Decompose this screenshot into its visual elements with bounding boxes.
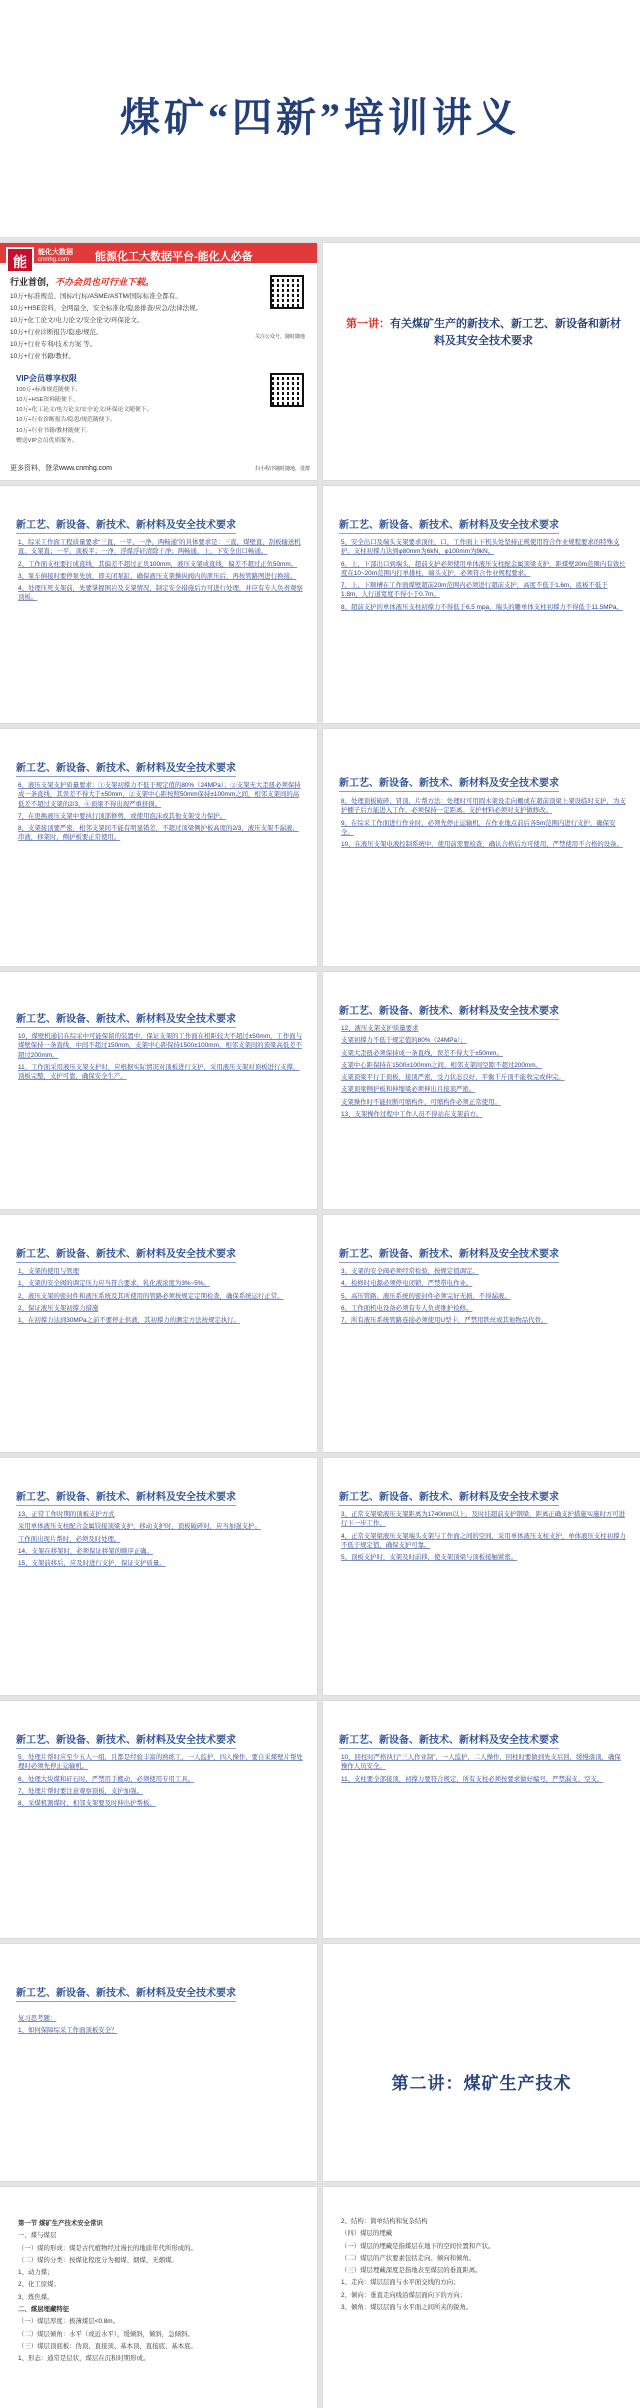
paragraph: 8、处理顶板破碎、冒顶、片帮方法：处理时可用圆木架设走向棚或在超前顶梁上架设临时支护，为支护棚子后方能进入工作，必须保持一定距离。支护材料必须对支护做修改。 — [341, 798, 626, 815]
ad-feature-list — [10, 291, 265, 363]
paragraph: 7、上、下顺槽在工作面煤壁超前20m范围内必须进行超前支护，高度不低于1.6m，底板不低于1.8m，人行道宽度不得小于0.7m。 — [341, 582, 608, 599]
paragraph: 第一节 煤矿生产技术安全常识 — [18, 2220, 103, 2227]
content-slide — [0, 1458, 317, 1695]
paragraph: 2、化工原煤； — [18, 2281, 60, 2289]
vip-list — [16, 385, 246, 446]
paragraph: 2、倾向：垂直走向线沿煤层面向下的方向； — [341, 2291, 466, 2299]
qr-caption: 扫小程序随时随地，进群 — [255, 466, 311, 472]
slide-body — [18, 781, 303, 846]
main-title: 煤矿“四新”培训讲义 — [120, 95, 520, 140]
list-item: 10万+化工论文/电力论文/安全论文/环保论文随便下。 — [16, 407, 153, 414]
lecture2-slide — [323, 1944, 640, 2181]
slide-body — [18, 1267, 303, 1328]
list-item: 赠送VIP会员优质服务。 — [16, 437, 78, 444]
list-item: 10万+标准规范、国标/行标/ASME/ASTM/国际标准全都有。 — [10, 293, 182, 300]
slide-heading: 新工艺、新设备、新技术、新材料及安全技术要求 — [339, 1002, 559, 1020]
slide-heading: 新工艺、新设备、新技术、新材料及安全技术要求 — [339, 1245, 559, 1263]
paragraph: 10、回柱时严格执行“三人作业制”，一人监护，二人操作，回柱时要做到先支后回，缓慢落顶，确保操作人员安全。 — [341, 1754, 621, 1771]
paragraph: 1、动力煤； — [18, 2269, 54, 2277]
content-slide — [0, 1215, 317, 1452]
paragraph: 支架操作时不能拉断可缩构件，可缩构件必须正常使用。 — [341, 1098, 501, 1106]
lecture1-slide — [323, 243, 640, 480]
content-slide — [0, 1944, 317, 2181]
paragraph: 二、煤层埋藏特征 — [18, 2305, 70, 2313]
paragraph: 一、煤与煤层 — [18, 2232, 57, 2240]
paragraph: （一）煤的形成：煤是古代植物经过漫长的地质年代所形成的。 — [18, 2244, 197, 2252]
paragraph: 支架大歪扭必须保持成一条直线，误差不得大于±50mm。 — [341, 1049, 503, 1057]
slide-body — [18, 2014, 303, 2039]
paragraph: （三）煤层埋藏深度是指地表至煤层的垂直距离。 — [341, 2267, 482, 2275]
slide-body — [18, 1753, 303, 1811]
paragraph: 3、炼焦煤。 — [18, 2293, 54, 2301]
lecture2-title: 第二讲：煤矿生产技术 — [391, 2074, 572, 2093]
paragraph: 13、正常工作时期的顶板支护方式 — [18, 1511, 115, 1518]
paragraph: 4、检修时电源必须停电闭锁，严禁带电作业。 — [341, 1280, 473, 1288]
paragraph: 4、处理压死支架前，先要掌握围岩及支架情况，制定安全措施后方可进行处理，并应有专人负责观察顶板。 — [18, 585, 303, 602]
paragraph: 1、支架的使用与管理 — [18, 1268, 80, 1275]
list-item: 10万+HSE资料，全网最全，安全标准化/隐患排查/应急/法律法规。 — [10, 305, 203, 313]
content-slide — [323, 1458, 640, 1695]
slide-body — [18, 1032, 303, 1084]
content-slide — [0, 1701, 317, 1938]
content-slide — [0, 486, 317, 723]
paragraph: （一）煤层的埋藏是指煤层在地下的空间位置和产状。 — [341, 2242, 495, 2250]
title-slide — [0, 0, 640, 237]
paragraph: 12、液压支架支护质量要求 — [341, 1025, 419, 1032]
slide-heading: 新工艺、新设备、新技术、新材料及安全技术要求 — [339, 516, 559, 534]
slide-heading: 新工艺、新设备、新技术、新材料及安全技术要求 — [16, 516, 236, 534]
paragraph: 2、工作面支柱要打成直线，其偏差不超过正负100mm，液压支架成直线，偏差不超过正负50mm。 — [18, 560, 298, 568]
paragraph: 6、工作面机电设备必须有专人负责维护检修。 — [341, 1304, 473, 1312]
paragraph: 5、处理片帮时应至少五人一组，且都是经验丰富的熟练工，一人监护，四人操作，要自采煤壁片帮处理时必须先停止运输机。 — [18, 1754, 303, 1771]
slide-body — [341, 1753, 626, 1787]
paragraph: 1、支架的安全阀的调定压力应当符合要求，乳化液浓度为3%~5%。 — [18, 1280, 210, 1288]
paragraph: 3、正常支架梁液压支架距离为1740mm以上，及时挂超前支护钢梁，距离正确支护措施实施时方可进行下一步工作。 — [341, 1511, 626, 1528]
paragraph: （一）煤层厚度：极薄煤层<0.8m。 — [18, 2318, 120, 2326]
ad-more-link[interactable]: 更多资料，登录www.cnmhg.com — [10, 465, 112, 472]
paragraph: （二）煤层倾角：水平（或近水平），缓倾斜，倾斜，急倾斜。 — [18, 2330, 194, 2338]
paragraph: 7、所有液压系统管路连接必须使用U型卡，严禁用铁丝或其他物品代替。 — [341, 1317, 548, 1325]
paragraph: 6、液压支架支护质量要求：①支架初撑力不低于规定值的80%（24MPa）；②支架无大歪扭必须保持成一条直线，其误差不得大于±50mm，②支架中心距按照50mm保持±100mm之间，相邻支架间的高低差不超过支架的2/3，④顶梁不得出现严重挤损。 — [18, 782, 301, 808]
paragraph: 3、支架的安全阀必须经常检验，按规定值调定。 — [341, 1268, 479, 1275]
slide-body — [341, 538, 626, 615]
list-item: 10万+行业书籍/教材。 — [10, 353, 75, 361]
vip-title: VIP会员尊享权限 — [16, 374, 77, 383]
paragraph: 6、上、下部出口到端头，超前支护必须使用单体液压支柱配金属顶梁支护，距煤壁20m范围内有效长度在10~20m范围内打单排柱，端头支护，必须符合作业规程要求。 — [341, 560, 626, 577]
paragraph: 11、支柱要全部接顶，初撑力要符合规定，所有支柱必须按要求做好编号，严禁漏支、空支。 — [341, 1775, 604, 1783]
paragraph: 14、支架在移架时，必须保证移架的顺序正确。 — [18, 1547, 153, 1555]
paragraph: 5、顶板支护时，支架及时前移，使支架顶梁与顶板接触紧密。 — [341, 1554, 518, 1562]
slide-body — [18, 1510, 303, 1571]
paragraph: 15、支架前移后，应及时进行支护，保证支护质量。 — [18, 1560, 166, 1568]
list-item: 10万+HSE资料随便下。 — [16, 397, 79, 404]
content-slide — [0, 2187, 317, 2408]
paragraph: 1、在初撑力达到30MPa之前不要停止供液，其初撑力的测定方法按规定执行。 — [18, 1317, 240, 1325]
ad-slide — [0, 243, 317, 480]
slide-heading: 新工艺、新设备、新技术、新材料及安全技术要求 — [16, 1488, 236, 1506]
slide-body — [18, 2217, 303, 2366]
slide-heading: 新工艺、新设备、新技术、新材料及安全技术要求 — [16, 1010, 236, 1028]
slide-body — [341, 1510, 626, 1565]
slide-body — [341, 1024, 626, 1122]
paragraph: 7、处理片帮时要注意观察顶板，支护加强。 — [18, 1787, 143, 1795]
content-slide — [323, 2187, 640, 2408]
paragraph: 2、保证液压支架初撑力措施 — [18, 1304, 99, 1312]
paragraph: （二）煤层的产状要素包括走向、倾向和倾角。 — [341, 2254, 476, 2262]
paragraph: 9、在综采工作面进行作业时，必须先停止运输机，在作业地点前后各5m范围内进行支护，确保安全。 — [341, 819, 616, 836]
paragraph: 支架顶梁平行于顶板，接顶严密，受力状态良好，平衡千斤顶不能收完或伸完。 — [341, 1074, 565, 1082]
paragraph: （三）煤层顶底板：伪顶、直接顶、基本顶、直接底、基本底。 — [18, 2342, 197, 2350]
list-item: 10万+行业诊断报告/隐患/规范随便下。 — [16, 417, 117, 424]
list-item: 10万+化工论文/电力论文/安全论文/环保论文。 — [10, 317, 144, 325]
slide-body — [341, 1267, 626, 1328]
content-slide — [323, 972, 640, 1209]
brand-domain: cnmhg.com — [38, 257, 70, 263]
qr-caption: 关注公众号，随时随地 — [255, 334, 306, 340]
paragraph: 1、如何保障综采工作面顶板安全？ — [18, 2027, 118, 2035]
paragraph: （二）煤的分类：按煤化程度分为褐煤、烟煤、无烟煤。 — [18, 2256, 178, 2264]
slide-heading: 新工艺、新设备、新技术、新材料及安全技术要求 — [16, 759, 236, 777]
brand-name: 能化大数据 — [38, 249, 73, 256]
paragraph: 支架顶梁侧护板和伸缩梁必须伸出且接顶严密。 — [341, 1086, 476, 1094]
paragraph: 1、综采工作面工程质量要求“三直、一平、一净、两畅通”的具体要求是：三直，煤壁直、刮板输送机直、支架直；一平，顶板平；一净，浮煤浮矸清除干净；两畅通，上、下安全出口畅通。 — [18, 539, 301, 556]
content-slide — [0, 972, 317, 1209]
list-item: 10万+行业诊断报告/隐患/规范。 — [10, 329, 103, 337]
paragraph: （四）煤层的埋藏 — [341, 2230, 393, 2238]
slide-body — [341, 2217, 626, 2315]
slide-heading: 新工艺、新设备、新技术、新材料及安全技术要求 — [16, 1984, 236, 2002]
brand-logo: 能 — [6, 247, 34, 273]
paragraph: 10、在液压支架电液控制系统中，使用前需要检查，确认合格后方可使用，严禁使用不合格的设备。 — [341, 841, 623, 849]
paragraph: 11、工作面采用液压支架支护时，应根据实际情况对顶板进行支护，采用液压支架对顶板进行支撑，顶板完整，支护可靠，确保安全生产。 — [18, 1063, 300, 1081]
paragraph: 3、倾角：煤层层面与水平面之间所夹的锐角。 — [341, 2303, 473, 2311]
slide-heading: 新工艺、新设备、新技术、新材料及安全技术要求 — [339, 1731, 559, 1749]
paragraph: 8、支架接顶要严密，相邻支架间不能有明显错差，不超过顶梁侧护板高度的2/3，液压支架不漏液、串液，移架时，侧护板要正常使用。 — [18, 825, 299, 842]
content-slide — [323, 486, 640, 723]
paragraph: 8、超前支护的单体液压支柱初撑力不得低于6.5 mpa，端头的雕单体支柱初撑力不得低于11.5MPa。 — [341, 603, 623, 611]
paragraph: 工作面出现片帮时，必须及时处理。 — [18, 1535, 121, 1543]
slide-body — [341, 797, 626, 852]
paragraph: 复习思考题： — [18, 2015, 57, 2022]
paragraph: 1、形态：通常是层状，煤层在沉积时期形成。 — [18, 2355, 150, 2363]
content-slide — [323, 1215, 640, 1452]
paragraph: 10、煤壁机通信在综采中可能保留的装置中，保证支架的工作面在相距较大不超过±50mm，工作面与煤壁保持一条直线，中间不超过150mm，支架中心距保持1500±100mm，相邻支架间的顶梁高低差不超过200mm。 — [18, 1033, 303, 1059]
paragraph: 支架中心距保持在1500±100mm之间，相邻支架间空隙不超过200mm。 — [341, 1061, 542, 1069]
content-slide — [323, 729, 640, 966]
paragraph: 支架初撑力不低于规定值的80%（24MPa）； — [341, 1037, 467, 1045]
qr-code-icon — [270, 275, 304, 309]
slide-heading: 新工艺、新设备、新技术、新材料及安全技术要求 — [16, 1731, 236, 1749]
list-item: 10万+行业书籍/教材随便下。 — [16, 427, 92, 434]
paragraph: 5、高压管路、液压系统的密封件必须完好无损，不得漏液。 — [341, 1292, 511, 1300]
paragraph: 3、泵车倒接时要停泵先放，即关闭泵缸，确保液压支架操纵阀内的泄压后，再按管路图进行换接。 — [18, 572, 297, 580]
lecture1-title: 第一讲：有关煤矿生产的新技术、新工艺、新设备和新材料及其安全技术要求 — [346, 318, 621, 347]
paragraph: 4、正常支架梁液压支架端头支架与工作面之间的空间，采用单体液压支柱支护，单体液压支柱初撑力不低于规定值，确保支护可靠。 — [341, 1532, 626, 1549]
paragraph: 采用单体液压支柱配合金属铰接顶梁支护，移动支护时，顶板破碎时，应当加强支护。 — [18, 1523, 261, 1531]
slide-heading: 新工艺、新设备、新技术、新材料及安全技术要求 — [339, 774, 559, 792]
qr-code-icon — [270, 373, 304, 407]
list-item: 10万+行业专利/技术方案 等。 — [10, 341, 97, 349]
paragraph: 7、在更换液压支架中要执行顶部修剪，或使用泡沫或其他支架受力保护。 — [18, 812, 227, 820]
paragraph: 8、采煤机割煤时，相邻支架要及时伸出护帮板。 — [18, 1800, 156, 1808]
paragraph: 6、处理大块煤和矸石时，严禁用手搬动，必须使用专用工具。 — [18, 1775, 195, 1783]
content-slide — [323, 1701, 640, 1938]
content-slide — [0, 729, 317, 966]
paragraph: 5、安全出口及端头支架要求顶住，口，工作面上下机头处坚持正规使用符合作业规程要求的特殊支护。支柱初撑力达到φ80mm为6kN，φ100mm为9kN。 — [341, 539, 620, 556]
list-item: 100万+标准规范随便下。 — [16, 387, 82, 393]
paragraph: 13、支架操作过程中工作人员不得站在支架前方。 — [341, 1110, 483, 1118]
slide-heading: 新工艺、新设备、新技术、新材料及安全技术要求 — [16, 1245, 236, 1263]
paragraph: 2、液压支架的密封件和液压系统及其所使用的管路必须按规定定期检查，确保系统运行正常。 — [18, 1292, 284, 1300]
platform-name: 能源化工大数据平台-能化人必备 — [95, 251, 253, 263]
paragraph: 2、结构：简单结构和复杂结构 — [341, 2218, 428, 2225]
ad-lead: 行业首创，不办会员也可行业下载。 — [10, 277, 155, 287]
slide-heading: 新工艺、新设备、新技术、新材料及安全技术要求 — [339, 1488, 559, 1506]
slide-body — [18, 538, 303, 606]
paragraph: 1、走向：煤层层面与水平面交线的方向； — [341, 2279, 460, 2287]
